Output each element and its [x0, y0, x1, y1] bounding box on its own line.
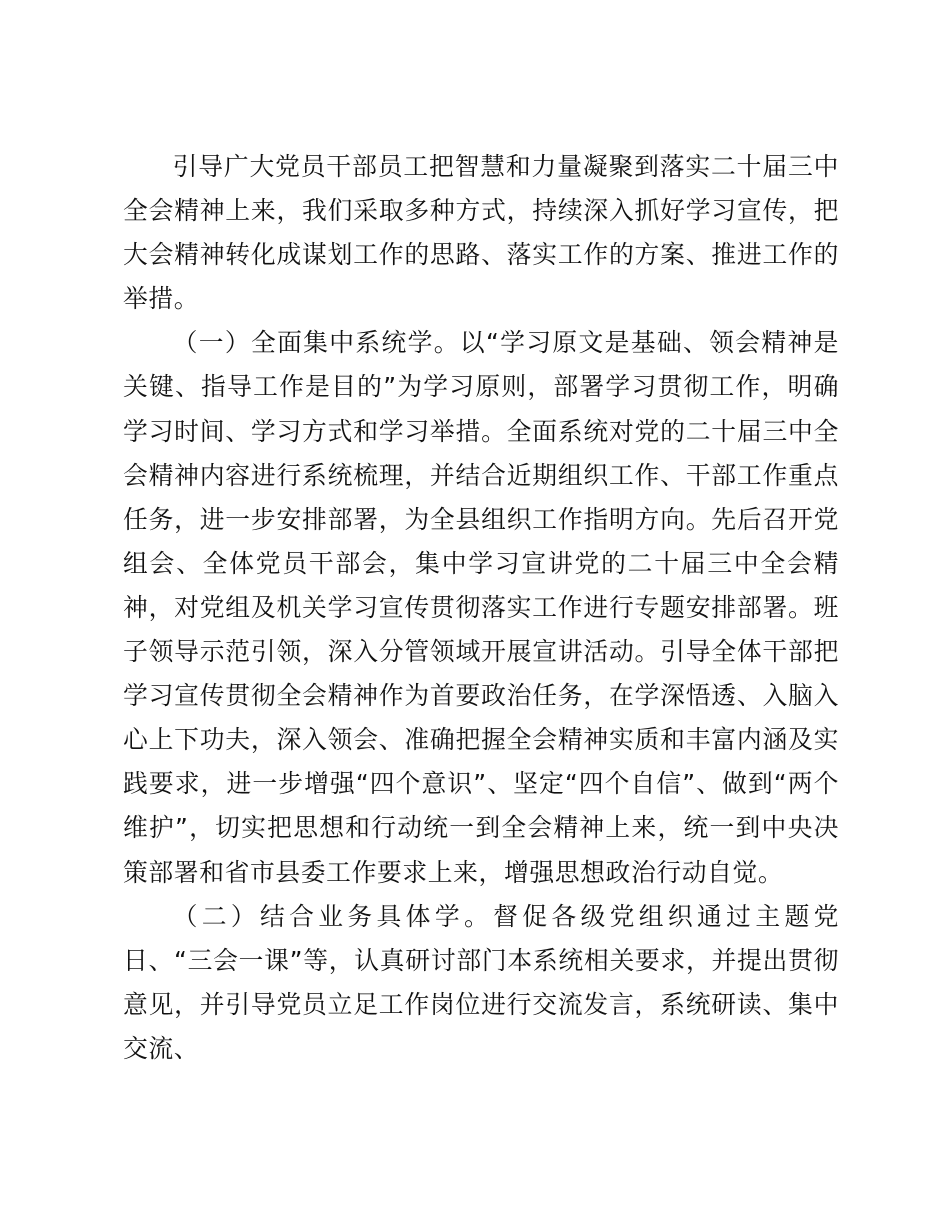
document-body — [123, 145, 839, 1071]
paragraph-section-2: （二）结合业务具体学。督促各级党组织通过主题党日、“三会一课”等，认真研讨部门本系统相关要求，并提出贯彻意见，并引导党员立足工作岗位进行交流发言，系统研读、集中交流、 — [123, 901, 839, 1063]
paragraph-intro: 引导广大党员干部员工把智慧和力量凝聚到落实二十届三中全会精神上来，我们采取多种方式，持续深入抓好学习宣传，把大会精神转化成谋划工作的思路、落实工作的方案、推进工作的举措。 — [123, 152, 839, 314]
paragraph-section-1: （一）全面集中系统学。以“学习原文是基础、领会精神是关键、指导工作是目的”为学习原则，部署学习贯彻工作，明确学习时间、学习方式和学习举措。全面系统对党的二十届三中全会精神内容进行系统梳理，并结合近期组织工作、干部工作重点任务，进一步安排部署，为全县组织工作指明方向。先后召开党组会、全体党员干部会，集中学习宣讲党的二十届三中全会精神，对党组及机关学习宣传贯彻落实工作进行专题安排部署。班子领导示范引领，深入分管领域开展宣讲活动。引导全体干部把学习宣传贯彻全会精神作为首要政治任务，在学深悟透、入脑入心上下功夫，深入领会、准确把握全会精神实质和丰富内涵及实践要求，进一步增强“四个意识”、坚定“四个自信”、做到“两个维护”，切实把思想和行动统一到全会精神上来，统一到中央决策部署和省市县委工作要求上来，增强思想政治行动自觉。 — [123, 328, 839, 887]
